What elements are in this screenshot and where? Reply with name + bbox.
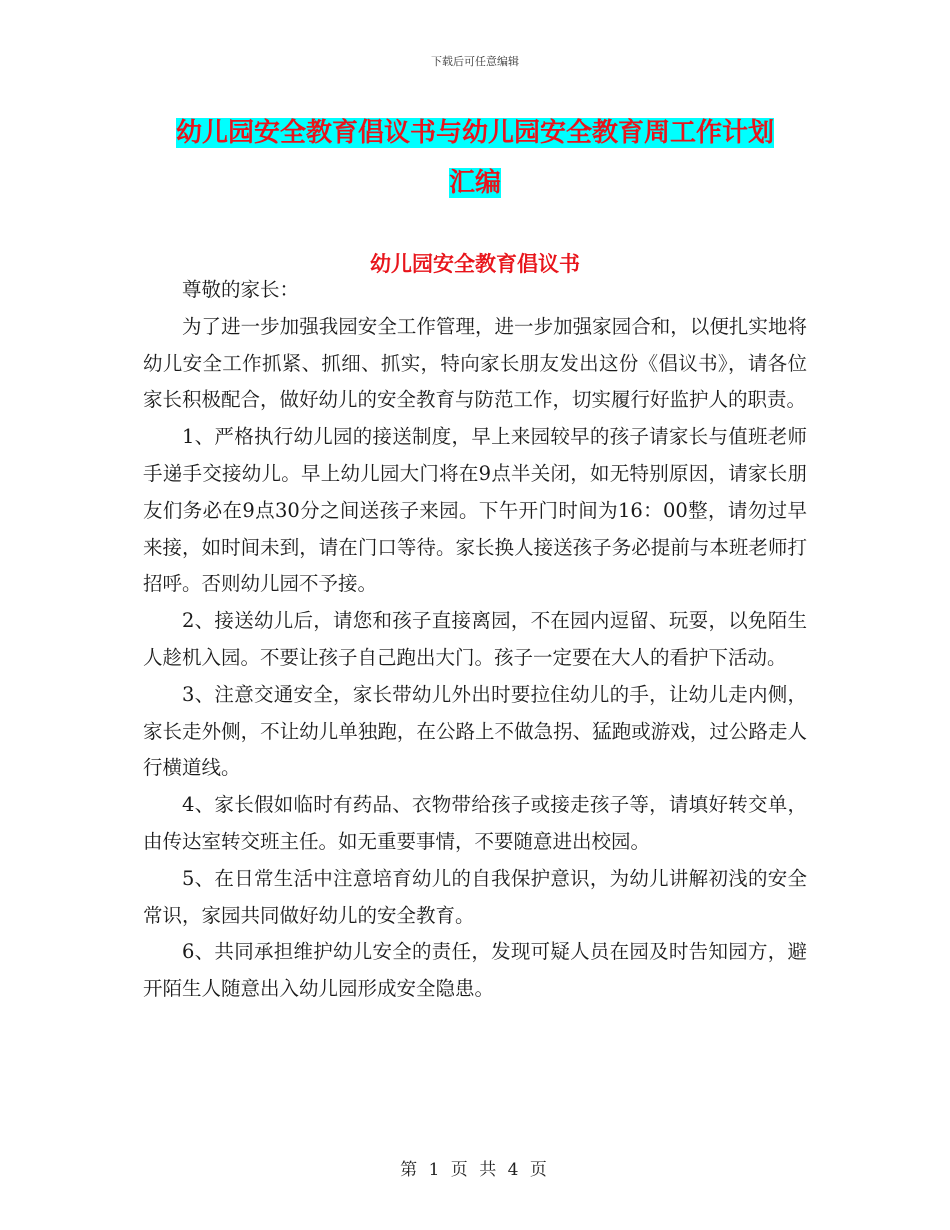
document-title-line-1: 幼儿园安全教育倡议书与幼儿园安全教育周工作计划 xyxy=(175,118,774,148)
section-title: 幼儿园安全教育倡议书 xyxy=(370,252,580,276)
document-title xyxy=(120,108,830,208)
page-number-footer: 第 1 页 共 4 页 xyxy=(400,1160,550,1180)
header-note: 下载后可任意编辑 xyxy=(431,55,519,68)
document-body xyxy=(143,272,807,1008)
paragraph-item-2: 2、接送幼儿后，请您和孩子直接离园，不在园内逗留、玩耍，以免陌生人趁机入园。不要让孩子自己跑出大门。孩子一定要在大人的看护下活动。 xyxy=(143,609,807,669)
paragraph-item-3: 3、注意交通安全，家长带幼儿外出时要拉住幼儿的手，让幼儿走内侧，家长走外侧，不让幼儿单独跑，在公路上不做急拐、猛跑或游戏，过公路走人行横道线。 xyxy=(143,682,807,780)
paragraph-item-1: 1、严格执行幼儿园的接送制度，早上来园较早的孩子请家长与值班老师手递手交接幼儿。早上幼儿园大门将在9点半关闭，如无特别原因，请家长朋友们务必在9点30分之间送孩子来园。下午开门时间为16：00整，请勿过早来接，如时间未到，请在门口等待。家长换人接送孩子务必提前与本班老师打招呼。否则幼儿园不予接。 xyxy=(143,425,807,596)
paragraph-item-4: 4、家长假如临时有药品、衣物带给孩子或接走孩子等，请填好转交单，由传达室转交班主任。如无重要事情，不要随意进出校园。 xyxy=(143,793,807,853)
paragraph-intro: 为了进一步加强我园安全工作管理，进一步加强家园合和，以便扎实地将幼儿安全工作抓紧、抓细、抓实，特向家长朋友发出这份《倡议书》，请各位家长积极配合，做好幼儿的安全教育与防范工作，切实履行好监护人的职责。 xyxy=(143,314,807,412)
paragraph-item-5: 5、在日常生活中注意培育幼儿的自我保护意识，为幼儿讲解初浅的安全常识，家园共同做好幼儿的安全教育。 xyxy=(143,866,807,927)
document-title-line-2: 汇编 xyxy=(448,168,501,198)
paragraph-item-6: 6、共同承担维护幼儿安全的责任，发现可疑人员在园及时告知园方，避开陌生人随意出入幼儿园形成安全隐患。 xyxy=(143,940,807,1001)
greeting: 尊敬的家长： xyxy=(182,278,300,301)
